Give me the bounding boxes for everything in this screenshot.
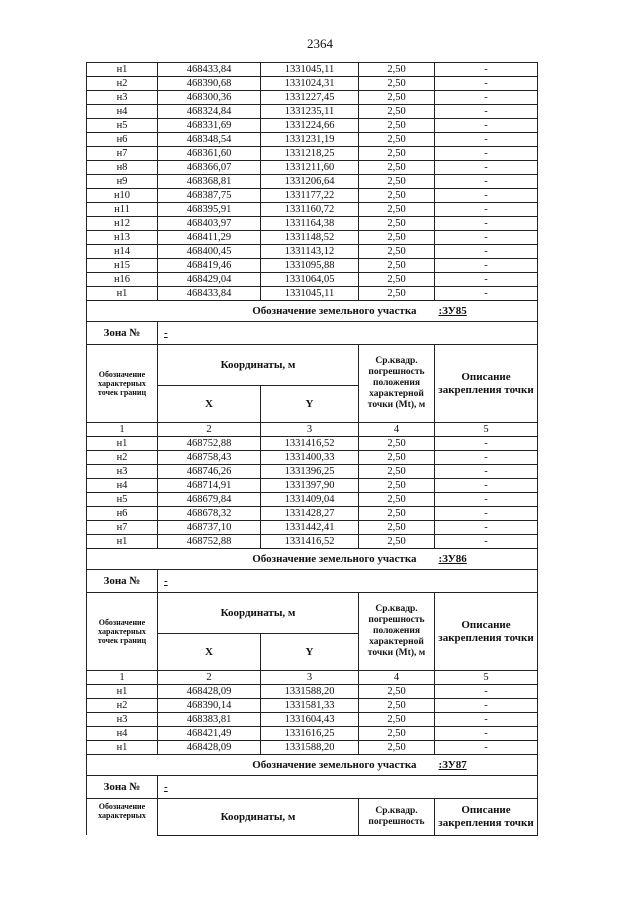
- parcel-code: :ЗУ86: [435, 549, 538, 570]
- header-x: X: [158, 634, 261, 671]
- table-row: [87, 713, 538, 727]
- coord-x: 468752,88: [158, 437, 261, 451]
- accuracy: 2,50: [359, 259, 435, 273]
- point-id: н3: [87, 465, 158, 479]
- accuracy: 2,50: [359, 685, 435, 699]
- coord-y: 1331227,45: [261, 91, 359, 105]
- coord-x: 468752,88: [158, 535, 261, 549]
- point-id: н12: [87, 217, 158, 231]
- coord-x: 468368,81: [158, 175, 261, 189]
- point-id: н5: [87, 493, 158, 507]
- col-number: 4: [359, 671, 435, 685]
- accuracy: 2,50: [359, 77, 435, 91]
- table-row: [87, 535, 538, 549]
- point-id: н7: [87, 521, 158, 535]
- description: -: [435, 231, 538, 245]
- description: -: [435, 133, 538, 147]
- zu86-section: [87, 549, 538, 570]
- accuracy: 2,50: [359, 437, 435, 451]
- point-id: н14: [87, 245, 158, 259]
- description: -: [435, 699, 538, 713]
- accuracy: 2,50: [359, 465, 435, 479]
- coord-x: 468331,69: [158, 119, 261, 133]
- table-row: [87, 259, 538, 273]
- coord-x: 468714,91: [158, 479, 261, 493]
- description: -: [435, 147, 538, 161]
- point-id: н1: [87, 685, 158, 699]
- coord-x: 468324,84: [158, 105, 261, 119]
- description: -: [435, 727, 538, 741]
- point-id: н8: [87, 161, 158, 175]
- col-number: 2: [158, 671, 261, 685]
- description: -: [435, 535, 538, 549]
- accuracy: 2,50: [359, 479, 435, 493]
- coord-y: 1331064,05: [261, 273, 359, 287]
- description: -: [435, 521, 538, 535]
- coord-y: 1331160,72: [261, 203, 359, 217]
- coord-y: 1331409,04: [261, 493, 359, 507]
- coord-x: 468300,36: [158, 91, 261, 105]
- coord-y: 1331400,33: [261, 451, 359, 465]
- table-row: [87, 245, 538, 259]
- header-numbers-row: [87, 671, 538, 685]
- header-accuracy: Ср.квадр. погрешность: [359, 799, 435, 836]
- col-number: 3: [261, 671, 359, 685]
- header-y: Y: [261, 386, 359, 423]
- parcel-code: :ЗУ85: [435, 301, 538, 322]
- coord-x: 468383,81: [158, 713, 261, 727]
- description: -: [435, 119, 538, 133]
- coord-x: 468433,84: [158, 63, 261, 77]
- accuracy: 2,50: [359, 245, 435, 259]
- parcel-label: Обозначение земельного участка: [87, 301, 435, 322]
- zona-label: Зона №: [87, 570, 158, 593]
- coord-x: 468403,97: [158, 217, 261, 231]
- coord-y: 1331442,41: [261, 521, 359, 535]
- accuracy: 2,50: [359, 91, 435, 105]
- header-row-1: [87, 345, 538, 386]
- accuracy: 2,50: [359, 713, 435, 727]
- table-row: [87, 451, 538, 465]
- coord-x: 468395,91: [158, 203, 261, 217]
- table-row: [87, 273, 538, 287]
- coord-x: 468429,04: [158, 273, 261, 287]
- point-id: н1: [87, 63, 158, 77]
- coord-x: 468400,45: [158, 245, 261, 259]
- accuracy: 2,50: [359, 63, 435, 77]
- table-row: [87, 91, 538, 105]
- point-id: н4: [87, 105, 158, 119]
- parcel-label: Обозначение земельного участка: [87, 549, 435, 570]
- description: -: [435, 451, 538, 465]
- zona-row: [87, 322, 538, 345]
- header-coords: Координаты, м: [158, 593, 359, 634]
- table-row: [87, 507, 538, 521]
- header-char-points: Обозначение характерных точек границ: [87, 593, 158, 671]
- zu85-table: [87, 322, 538, 437]
- description: -: [435, 175, 538, 189]
- point-id: н3: [87, 91, 158, 105]
- coord-x: 468390,14: [158, 699, 261, 713]
- accuracy: 2,50: [359, 105, 435, 119]
- coord-y: 1331231,19: [261, 133, 359, 147]
- coord-x: 468737,10: [158, 521, 261, 535]
- description: -: [435, 105, 538, 119]
- point-id: н1: [87, 287, 158, 301]
- coord-x: 468678,32: [158, 507, 261, 521]
- zu86-table: [87, 570, 538, 685]
- table-row: [87, 63, 538, 77]
- coord-y: 1331581,33: [261, 699, 359, 713]
- point-id: н10: [87, 189, 158, 203]
- coord-y: 1331604,43: [261, 713, 359, 727]
- coord-x: 468366,07: [158, 161, 261, 175]
- point-id: н2: [87, 451, 158, 465]
- description: -: [435, 63, 538, 77]
- description: -: [435, 91, 538, 105]
- accuracy: 2,50: [359, 273, 435, 287]
- point-id: н2: [87, 77, 158, 91]
- parcel-label: Обозначение земельного участка: [87, 755, 435, 776]
- coord-y: 1331045,11: [261, 63, 359, 77]
- header-coords: Координаты, м: [158, 799, 359, 836]
- col-number: 2: [158, 423, 261, 437]
- zona-label: Зона №: [87, 776, 158, 799]
- table-row: [87, 465, 538, 479]
- description: -: [435, 245, 538, 259]
- parcel-code: :ЗУ87: [435, 755, 538, 776]
- table-row: [87, 479, 538, 493]
- coord-x: 468428,09: [158, 685, 261, 699]
- col-number: 5: [435, 671, 538, 685]
- description: -: [435, 713, 538, 727]
- coord-x: 468390,68: [158, 77, 261, 91]
- col-number: 4: [359, 423, 435, 437]
- parcel-row: [87, 301, 538, 322]
- table-row: [87, 727, 538, 741]
- accuracy: 2,50: [359, 287, 435, 301]
- header-accuracy: Ср.квадр. погрешность положения характерной точки (Мt), м: [359, 593, 435, 671]
- coord-y: 1331416,52: [261, 535, 359, 549]
- table-row: [87, 741, 538, 755]
- accuracy: 2,50: [359, 231, 435, 245]
- coord-y: 1331588,20: [261, 741, 359, 755]
- header-char-points: Обозначение характерных точек границ: [87, 345, 158, 423]
- point-id: н4: [87, 479, 158, 493]
- block-3-rows: [87, 685, 538, 755]
- zu87-section: [87, 755, 538, 836]
- coord-x: 468746,26: [158, 465, 261, 479]
- point-id: н11: [87, 203, 158, 217]
- description: -: [435, 479, 538, 493]
- description: -: [435, 203, 538, 217]
- header-description: Описание закрепления точки: [435, 799, 538, 836]
- accuracy: 2,50: [359, 203, 435, 217]
- coord-x: 468679,84: [158, 493, 261, 507]
- accuracy: 2,50: [359, 175, 435, 189]
- description: -: [435, 189, 538, 203]
- description: -: [435, 287, 538, 301]
- accuracy: 2,50: [359, 727, 435, 741]
- description: -: [435, 507, 538, 521]
- page-number: 2364: [307, 36, 333, 51]
- col-number: 1: [87, 423, 158, 437]
- header-char-points: Обозначение характерных: [87, 799, 158, 836]
- coord-y: 1331164,38: [261, 217, 359, 231]
- accuracy: 2,50: [359, 217, 435, 231]
- table-row: [87, 685, 538, 699]
- description: -: [435, 465, 538, 479]
- table-row: [87, 203, 538, 217]
- accuracy: 2,50: [359, 699, 435, 713]
- table-row: [87, 133, 538, 147]
- coord-y: 1331045,11: [261, 287, 359, 301]
- header-numbers-row: [87, 423, 538, 437]
- point-id: н2: [87, 699, 158, 713]
- table-row: [87, 699, 538, 713]
- coord-x: 468433,84: [158, 287, 261, 301]
- description: -: [435, 259, 538, 273]
- point-id: н1: [87, 535, 158, 549]
- coord-y: 1331397,90: [261, 479, 359, 493]
- description: -: [435, 685, 538, 699]
- table-row: [87, 287, 538, 301]
- col-number: 3: [261, 423, 359, 437]
- description: -: [435, 161, 538, 175]
- coord-x: 468387,75: [158, 189, 261, 203]
- table-row: [87, 189, 538, 203]
- coord-y: 1331616,25: [261, 727, 359, 741]
- coord-x: 468419,46: [158, 259, 261, 273]
- coord-x: 468428,09: [158, 741, 261, 755]
- accuracy: 2,50: [359, 451, 435, 465]
- zona-value: -: [158, 776, 538, 799]
- coord-y: 1331206,64: [261, 175, 359, 189]
- point-id: н4: [87, 727, 158, 741]
- coord-y: 1331148,52: [261, 231, 359, 245]
- zona-row: [87, 776, 538, 799]
- coordinates-table: [86, 62, 538, 836]
- table-row: [87, 175, 538, 189]
- accuracy: 2,50: [359, 161, 435, 175]
- col-number: 5: [435, 423, 538, 437]
- coord-y: 1331211,60: [261, 161, 359, 175]
- description: -: [435, 77, 538, 91]
- point-id: н6: [87, 507, 158, 521]
- block-1-rows: [87, 63, 538, 301]
- table-row: [87, 231, 538, 245]
- point-id: н7: [87, 147, 158, 161]
- point-id: н6: [87, 133, 158, 147]
- accuracy: 2,50: [359, 119, 435, 133]
- zona-row: [87, 570, 538, 593]
- point-id: н1: [87, 437, 158, 451]
- accuracy: 2,50: [359, 741, 435, 755]
- zona-value: -: [158, 322, 538, 345]
- table-row: [87, 437, 538, 451]
- table-row: [87, 161, 538, 175]
- coord-y: 1331143,12: [261, 245, 359, 259]
- accuracy: 2,50: [359, 147, 435, 161]
- accuracy: 2,50: [359, 521, 435, 535]
- coord-y: 1331224,66: [261, 119, 359, 133]
- description: -: [435, 493, 538, 507]
- coord-y: 1331218,25: [261, 147, 359, 161]
- block-2-rows: [87, 437, 538, 549]
- col-number: 1: [87, 671, 158, 685]
- description: -: [435, 217, 538, 231]
- coord-x: 468348,54: [158, 133, 261, 147]
- point-id: н15: [87, 259, 158, 273]
- point-id: н5: [87, 119, 158, 133]
- coord-y: 1331588,20: [261, 685, 359, 699]
- coord-x: 468361,60: [158, 147, 261, 161]
- description: -: [435, 273, 538, 287]
- zona-label: Зона №: [87, 322, 158, 345]
- header-x: X: [158, 386, 261, 423]
- header-accuracy: Ср.квадр. погрешность положения характерной точки (Мt), м: [359, 345, 435, 423]
- table-row: [87, 147, 538, 161]
- accuracy: 2,50: [359, 535, 435, 549]
- table-row: [87, 119, 538, 133]
- coord-y: 1331235,11: [261, 105, 359, 119]
- table-row: [87, 217, 538, 231]
- accuracy: 2,50: [359, 133, 435, 147]
- header-y: Y: [261, 634, 359, 671]
- coord-y: 1331095,88: [261, 259, 359, 273]
- coord-y: 1331428,27: [261, 507, 359, 521]
- coord-y: 1331396,25: [261, 465, 359, 479]
- header-description: Описание закрепления точки: [435, 593, 538, 671]
- point-id: н3: [87, 713, 158, 727]
- coord-y: 1331024,31: [261, 77, 359, 91]
- point-id: н13: [87, 231, 158, 245]
- coord-y: 1331177,22: [261, 189, 359, 203]
- point-id: н9: [87, 175, 158, 189]
- coord-x: 468411,29: [158, 231, 261, 245]
- table-row: [87, 521, 538, 535]
- description: -: [435, 741, 538, 755]
- accuracy: 2,50: [359, 189, 435, 203]
- header-coords: Координаты, м: [158, 345, 359, 386]
- header-description: Описание закрепления точки: [435, 345, 538, 423]
- point-id: н16: [87, 273, 158, 287]
- accuracy: 2,50: [359, 507, 435, 521]
- table-row: [87, 493, 538, 507]
- header-row-1: [87, 593, 538, 634]
- accuracy: 2,50: [359, 493, 435, 507]
- point-id: н1: [87, 741, 158, 755]
- coord-x: 468421,49: [158, 727, 261, 741]
- coord-x: 468758,43: [158, 451, 261, 465]
- table-row: [87, 77, 538, 91]
- parcel-row: [87, 755, 538, 776]
- coord-y: 1331416,52: [261, 437, 359, 451]
- table-row: [87, 105, 538, 119]
- zona-value: -: [158, 570, 538, 593]
- zu85-section: [87, 301, 538, 322]
- header-row-truncated: [87, 799, 538, 836]
- description: -: [435, 437, 538, 451]
- parcel-row: [87, 549, 538, 570]
